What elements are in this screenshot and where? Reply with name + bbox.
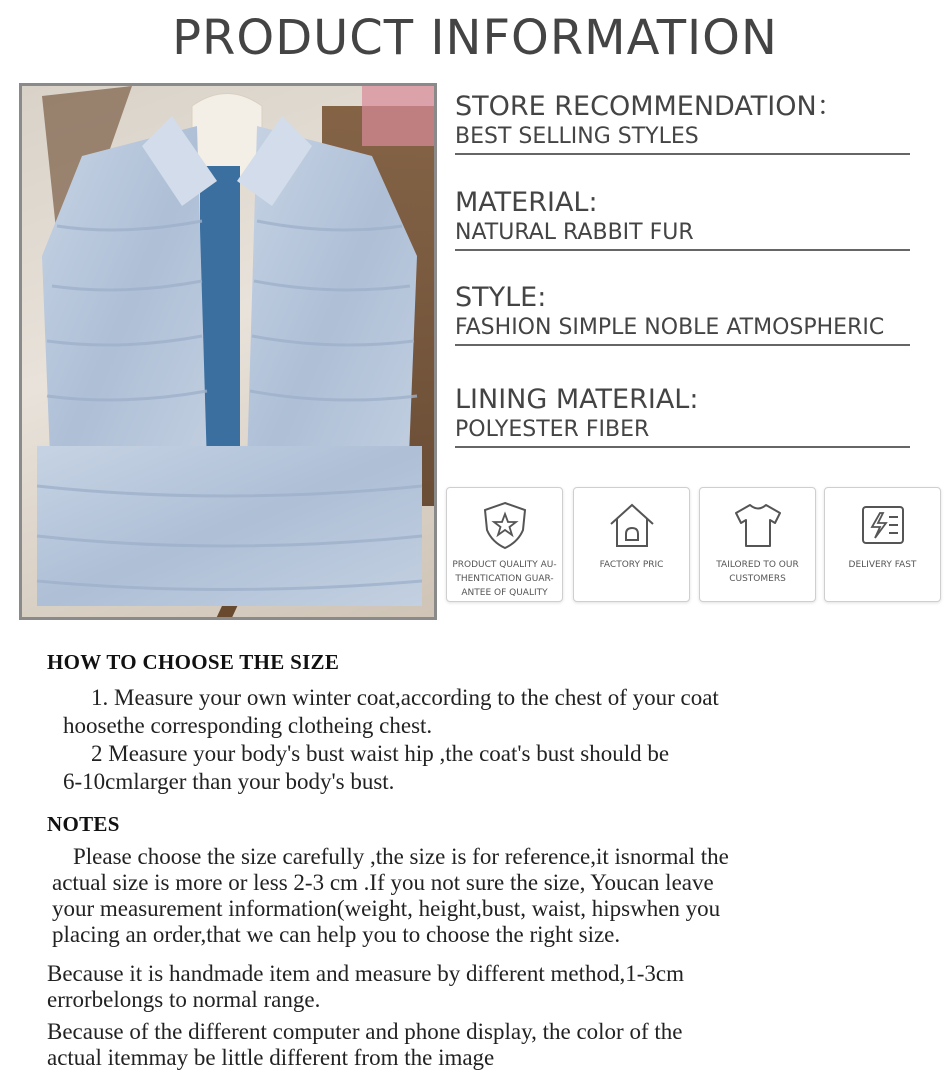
fur-coat-illustration	[22, 86, 434, 617]
tshirt-icon	[733, 500, 783, 550]
size-step-1-line-1: 1. Measure your own winter coat,according to the chest of your coat	[91, 685, 719, 710]
notes-p1-line-4: placing an order,that we can help you to choose the right size.	[52, 922, 621, 947]
spec-store-recommendation	[455, 91, 910, 155]
spec-material	[455, 187, 910, 251]
notes-title: NOTES	[47, 812, 120, 836]
notes-p1-line-1: Please choose the size carefully ,the size is for reference,it isnormal the	[73, 844, 729, 869]
notes-p1-line-3: your measurement information(weight, height,bust, waist, hipswhen you	[52, 896, 721, 921]
notes-p2-line-1: Because it is handmade item and measure by different method,1-3cm	[47, 961, 684, 986]
feature-delivery	[824, 487, 941, 602]
shield-star-icon	[480, 500, 530, 550]
spec-lining-material	[455, 384, 910, 448]
feature-tailored	[699, 487, 816, 602]
spec-label: STORE RECOMMENDATION：	[455, 91, 844, 122]
spec-label: STYLE:	[455, 282, 547, 313]
size-step-2-line-1: 2 Measure your body's bust waist hip ,the coat's bust should be	[91, 741, 670, 766]
spec-value: FASHION SIMPLE NOBLE ATMOSPHERIC	[455, 314, 910, 346]
spec-label: LINING MATERIAL:	[455, 384, 699, 415]
spec-value: NATURAL RABBIT FUR	[455, 219, 910, 251]
page-title: PRODUCT INFORMATION	[172, 10, 778, 66]
spec-value: POLYESTER FIBER	[455, 416, 910, 448]
feature-factory-price	[573, 487, 690, 602]
notes-p2-line-2: errorbelongs to normal range.	[47, 987, 321, 1012]
feature-text: DELIVERY FAST	[848, 560, 917, 570]
feature-quality	[446, 487, 563, 602]
delivery-bolt-icon	[858, 500, 908, 550]
notes-p3-line-2: actual itemmay be little different from the image	[47, 1045, 495, 1070]
feature-text: FACTORY PRIC	[599, 560, 664, 570]
size-step-1-line-2: hoosethe corresponding clotheing chest.	[63, 713, 433, 738]
feature-text: PRODUCT QUALITY AU-THENTICATION GUAR-ANTEE OF QUALITY	[452, 560, 557, 598]
product-photo	[19, 83, 437, 620]
notes-p1-line-2: actual size is more or less 2-3 cm .If you not sure the size, Youcan leave	[52, 870, 714, 895]
spec-label: MATERIAL:	[455, 187, 598, 218]
notes-p3-line-1: Because of the different computer and phone display, the color of the	[47, 1019, 683, 1044]
feature-text: TAILORED TO OUR CUSTOMERS	[716, 560, 799, 584]
size-guide-title: HOW TO CHOOSE THE SIZE	[47, 650, 340, 674]
house-icon	[607, 500, 657, 550]
spec-value: BEST SELLING STYLES	[455, 123, 910, 155]
spec-style	[455, 282, 910, 346]
size-step-2-line-2: 6-10cmlarger than your body's bust.	[63, 769, 395, 794]
